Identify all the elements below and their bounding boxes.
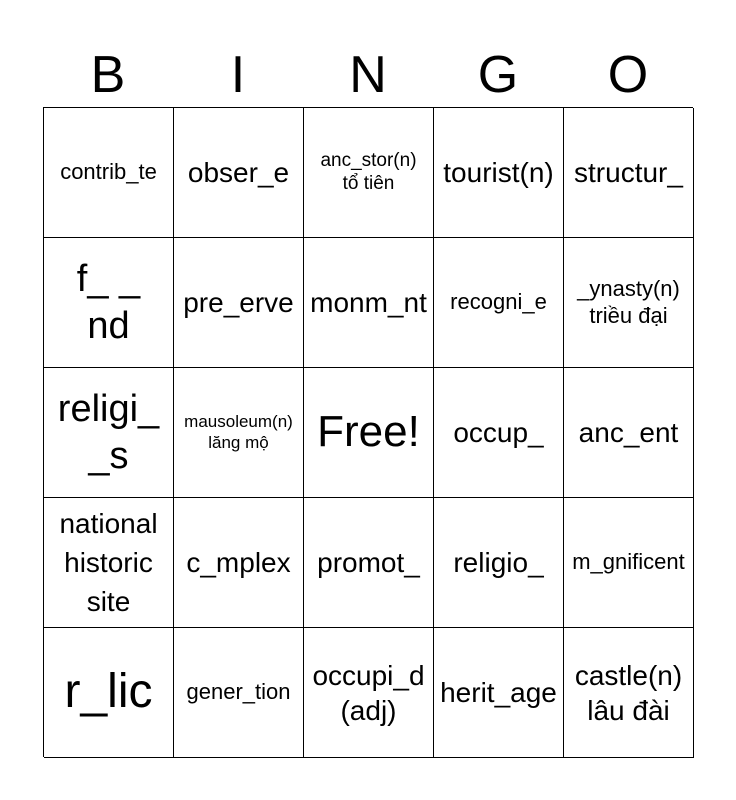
- cell-text: anc_ent: [578, 417, 679, 448]
- cell-text: mausoleum(n) lăng mộ: [184, 412, 293, 452]
- bingo-cell[interactable]: [44, 498, 174, 628]
- bingo-cell[interactable]: [434, 368, 564, 498]
- bingo-cell[interactable]: [304, 628, 434, 758]
- header-letter-b: B: [90, 46, 126, 104]
- header-letter-o: O: [607, 46, 649, 104]
- bingo-cell[interactable]: [44, 238, 174, 368]
- bingo-cell[interactable]: [174, 108, 304, 238]
- bingo-cell[interactable]: [44, 368, 174, 498]
- bingo-cell[interactable]: [174, 498, 304, 628]
- free-space[interactable]: [304, 368, 434, 498]
- header-letter-g: G: [477, 46, 519, 104]
- cell-text: pre_erve: [183, 287, 294, 318]
- bingo-cell[interactable]: [174, 368, 304, 498]
- bingo-cell[interactable]: [304, 498, 434, 628]
- cell-text: Free!: [317, 407, 420, 457]
- cell-text: castle(n) lâu đài: [574, 659, 683, 726]
- bingo-cell[interactable]: [304, 108, 434, 238]
- cell-text: herit_age: [440, 677, 557, 708]
- cell-text: structur_: [574, 157, 683, 188]
- cell-text: f_ _ nd: [76, 258, 141, 347]
- cell-text: _ynasty(n) triều đại: [577, 276, 680, 328]
- bingo-cell[interactable]: [304, 238, 434, 368]
- bingo-cell[interactable]: [174, 628, 304, 758]
- bingo-cell[interactable]: [174, 238, 304, 368]
- bingo-cell[interactable]: [564, 238, 694, 368]
- cell-text: tourist(n): [443, 157, 554, 188]
- bingo-header: [43, 44, 693, 106]
- cell-text: m_gnificent: [572, 549, 685, 575]
- bingo-cell[interactable]: [564, 498, 694, 628]
- cell-text: occup_: [453, 417, 544, 448]
- bingo-board: [43, 107, 693, 757]
- bingo-cell[interactable]: [564, 368, 694, 498]
- cell-text: c_mplex: [186, 547, 291, 578]
- header-letter-n: N: [349, 46, 387, 104]
- cell-text: recogni_e: [450, 289, 547, 315]
- header-letter-i: I: [230, 46, 246, 104]
- bingo-cell[interactable]: [434, 498, 564, 628]
- bingo-cell[interactable]: [44, 628, 174, 758]
- cell-text: monm_nt: [310, 287, 427, 318]
- bingo-cell[interactable]: [564, 628, 694, 758]
- cell-text: religi_ _s: [57, 388, 160, 477]
- cell-text: anc_stor(n) tổ tiên: [320, 149, 417, 194]
- bingo-cell[interactable]: [564, 108, 694, 238]
- cell-text: contrib_te: [60, 159, 157, 185]
- cell-text: promot_: [317, 547, 420, 578]
- cell-text: national historic site: [59, 507, 158, 618]
- cell-text: occupi_d (adj): [312, 659, 425, 726]
- cell-text: religio_: [453, 547, 544, 578]
- bingo-cell[interactable]: [44, 108, 174, 238]
- cell-text: obser_e: [187, 157, 290, 188]
- cell-text: r_lic: [64, 665, 153, 719]
- bingo-cell[interactable]: [434, 628, 564, 758]
- bingo-cell[interactable]: [434, 238, 564, 368]
- bingo-cell[interactable]: [434, 108, 564, 238]
- cell-text: gener_tion: [186, 679, 291, 705]
